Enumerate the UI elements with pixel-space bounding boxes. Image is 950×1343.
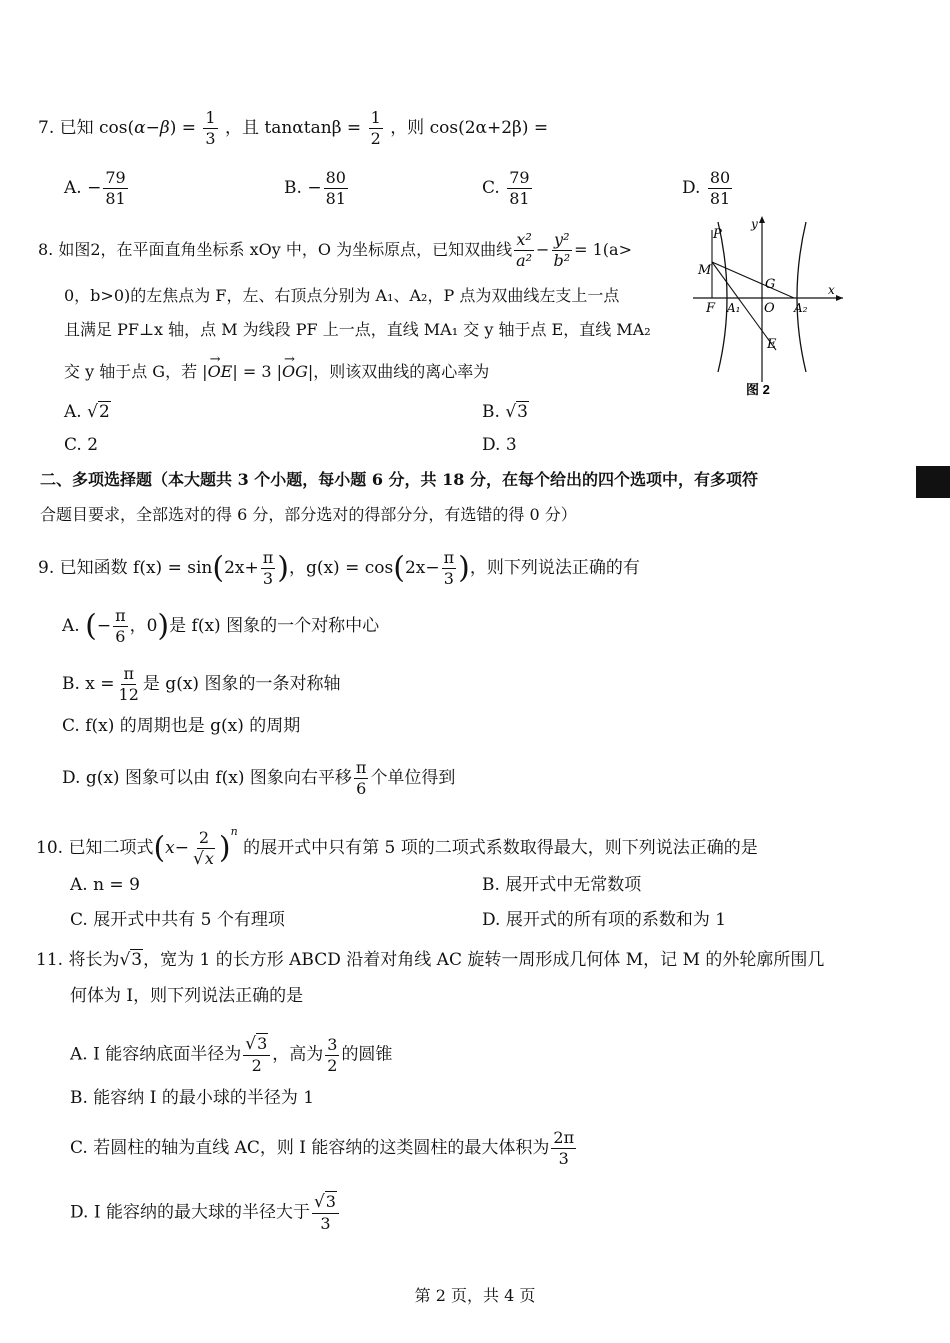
q9-option-a[interactable]: A. (− $\frac{\pi}{6}$ ，0)是 f(x) 图象的一个对称中心 [62,606,380,646]
page-footer: 第 2 页，共 4 页 [414,1286,536,1305]
q8-line2: 0，b>0)的左焦点为 F，左、右顶点分别为 A₁、A₂，P 点为双曲线左支上一点 [64,286,620,305]
q11-line2: 何体为 I，则下列说法正确的是 [70,986,304,1006]
label-o: O [764,301,775,316]
q10-option-b[interactable]: B. 展开式中无常数项 [482,875,642,895]
q8-line3: 且满足 PF⊥x 轴，点 M 为线段 PF 上一点，直线 MA₁ 交 y 轴于点 E，直线 MA₂ [64,320,651,339]
q8-option-c[interactable]: C. 2 [64,435,99,455]
q11-option-b[interactable]: B. 能容纳 I 的最小球的半径为 1 [70,1088,315,1108]
label-g: G [765,277,776,292]
q8-option-b[interactable]: B. √3 [482,402,528,422]
figure-caption: 图 2 [746,382,770,397]
side-tab-marker [916,466,950,498]
q10-option-c[interactable]: C. 展开式中共有 5 个有理项 [70,910,285,930]
q7-option-b[interactable]: B. − $\frac{80}{81}$ [284,168,346,208]
section2-line1: 二、多项选择题（本大题共 3 个小题，每小题 6 分，共 18 分，在每个给出的四个选项中，有多项符 [40,470,758,489]
q10-option-d[interactable]: D. 展开式的所有项的系数和为 1 [482,910,727,930]
label-m: M [698,263,712,278]
hyperbola-figure [688,212,848,402]
q9-option-c[interactable]: C. f(x) 的周期也是 g(x) 的周期 [62,716,301,736]
label-a1: A₁ [727,301,741,315]
q9-option-b[interactable]: B. x = $\frac{\pi}{12}$ 是 g(x) 图象的一条对称轴 [62,664,341,704]
q8-option-a[interactable]: A. √2 [64,402,110,422]
q11-option-c[interactable]: C. 若圆柱的轴为直线 AC，则 I 能容纳的这类圆柱的最大体积为 $\frac{2\pi}{3}$ [70,1128,575,1168]
q8-option-d[interactable]: D. 3 [482,435,517,455]
q10-stem: 10. 已知二项式(x− $\frac{2}{√x}$ )$^n$ 的展开式中只有第 5 项的二项式系数取得最大，则下列说法正确的是 [36,825,758,869]
q11-line1: 11. 将长为√3，宽为 1 的长方形 ABCD 沿着对角线 AC 旋转一周形成几何体 M，记 M 的外轮廓所围几 [36,950,825,970]
q10-option-a[interactable]: A. n = 9 [70,875,140,895]
q7-stem: 7. 已知 cos(α−β) = $\frac{1}{3}$ ，且 tanαtanβ = $\frac{1}{2}$ ，则 cos(2α+2β) = [38,108,549,148]
label-y: y [751,217,758,231]
q8-line4: 交 y 轴于点 G，若 |→ OE| = 3 |→ OG|，则该双曲线的离心率为 [64,360,489,384]
q9-stem: 9. 已知函数 f(x) = sin(2x+ $\frac{\pi}{3}$ )，g(x) = cos(2x− $\frac{\pi}{3}$ )，则下列说法正确的有 [38,548,640,588]
right-branch [797,222,806,372]
line-ma2 [712,262,794,298]
label-e: E [767,337,777,352]
label-a2: A₂ [794,301,808,315]
label-p: P [713,227,722,242]
label-f: F [706,301,716,316]
q9-option-d[interactable]: D. g(x) 图象可以由 f(x) 图象向右平移 $\frac{\pi}{6}$ 个单位得到 [62,758,456,798]
q7-option-a[interactable]: A. − $\frac{79}{81}$ [64,168,126,208]
label-x: x [828,283,835,297]
q8-line1: 8. 如图2，在平面直角坐标系 xOy 中，O 为坐标原点，已知双曲线 $\frac{\text{x²}}{\text{a²}}$ − $\frac{\text{y²}}{\text{b²}}$ = 1(a> [38,230,632,270]
q11-option-d[interactable]: D. I 能容纳的最大球的半径大于 $\frac{√3}{3}$ [70,1194,341,1232]
q11-option-a[interactable]: A. I 能容纳底面半径为 $\frac{√3}{2}$ ，高为 $\frac{3}{2}$ 的圆锥 [70,1034,393,1075]
section2-line2: 合题目要求，全部选对的得 6 分，部分选对的得部分分，有选错的得 0 分） [40,505,577,524]
q7-option-d[interactable]: D. $\frac{80}{81}$ [682,168,731,208]
left-branch [718,222,727,372]
q7-option-c[interactable]: C. $\frac{79}{81}$ [482,168,530,208]
